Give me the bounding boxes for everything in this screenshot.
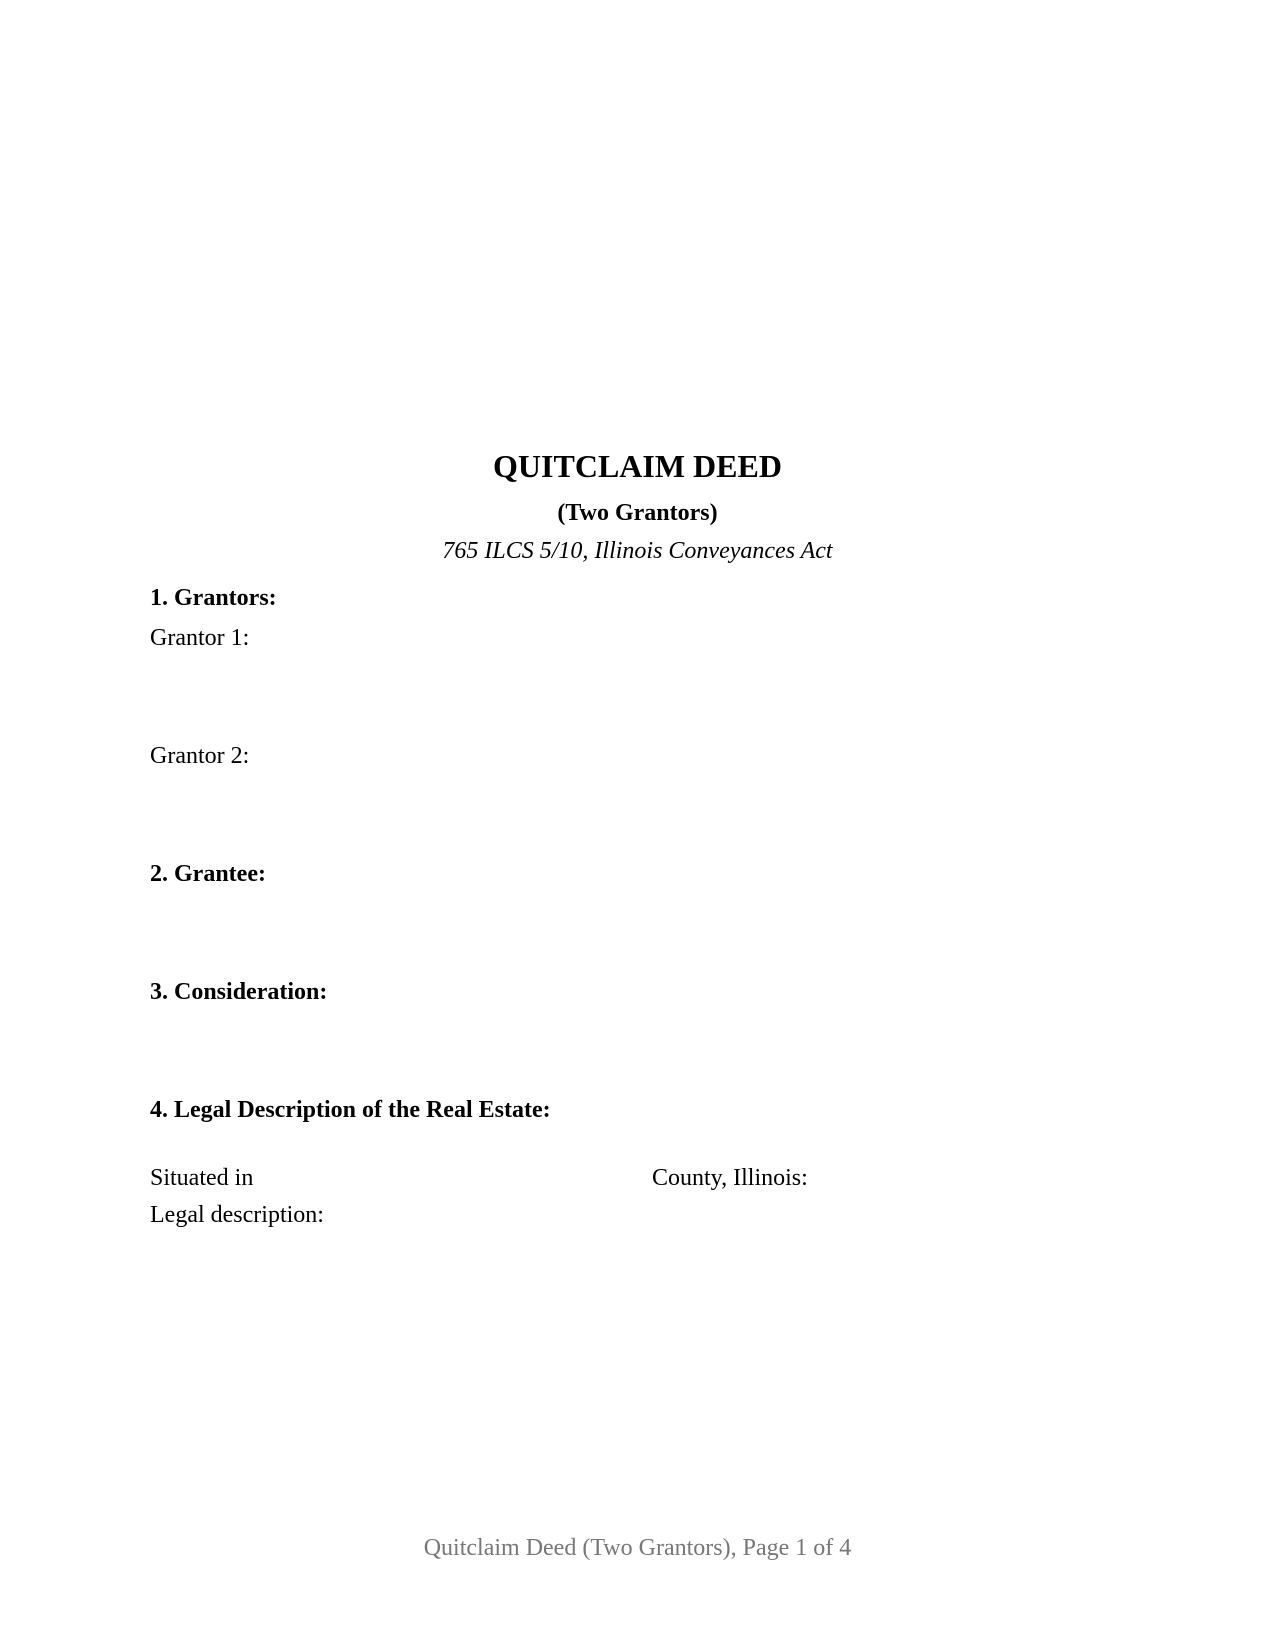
grantee-heading: 2. Grantee: (150, 861, 266, 887)
consideration-heading: 3. Consideration: (150, 979, 328, 1005)
document-subtitle: (Two Grantors) (557, 500, 718, 526)
situated-in-label: Situated in (150, 1165, 254, 1191)
legal-description-heading: 4. Legal Description of the Real Estate: (150, 1097, 551, 1123)
grantor-2-label: Grantor 2: (150, 743, 250, 769)
document-title: QUITCLAIM DEED (493, 448, 782, 484)
county-label: County, Illinois: (652, 1165, 808, 1191)
statute-reference: 765 ILCS 5/10, Illinois Conveyances Act (442, 538, 833, 564)
grantors-heading: 1. Grantors: (150, 585, 277, 611)
legal-description-label: Legal description: (150, 1202, 324, 1228)
grantor-1-label: Grantor 1: (150, 625, 250, 651)
page-footer: Quitclaim Deed (Two Grantors), Page 1 of 4 (423, 1535, 852, 1561)
